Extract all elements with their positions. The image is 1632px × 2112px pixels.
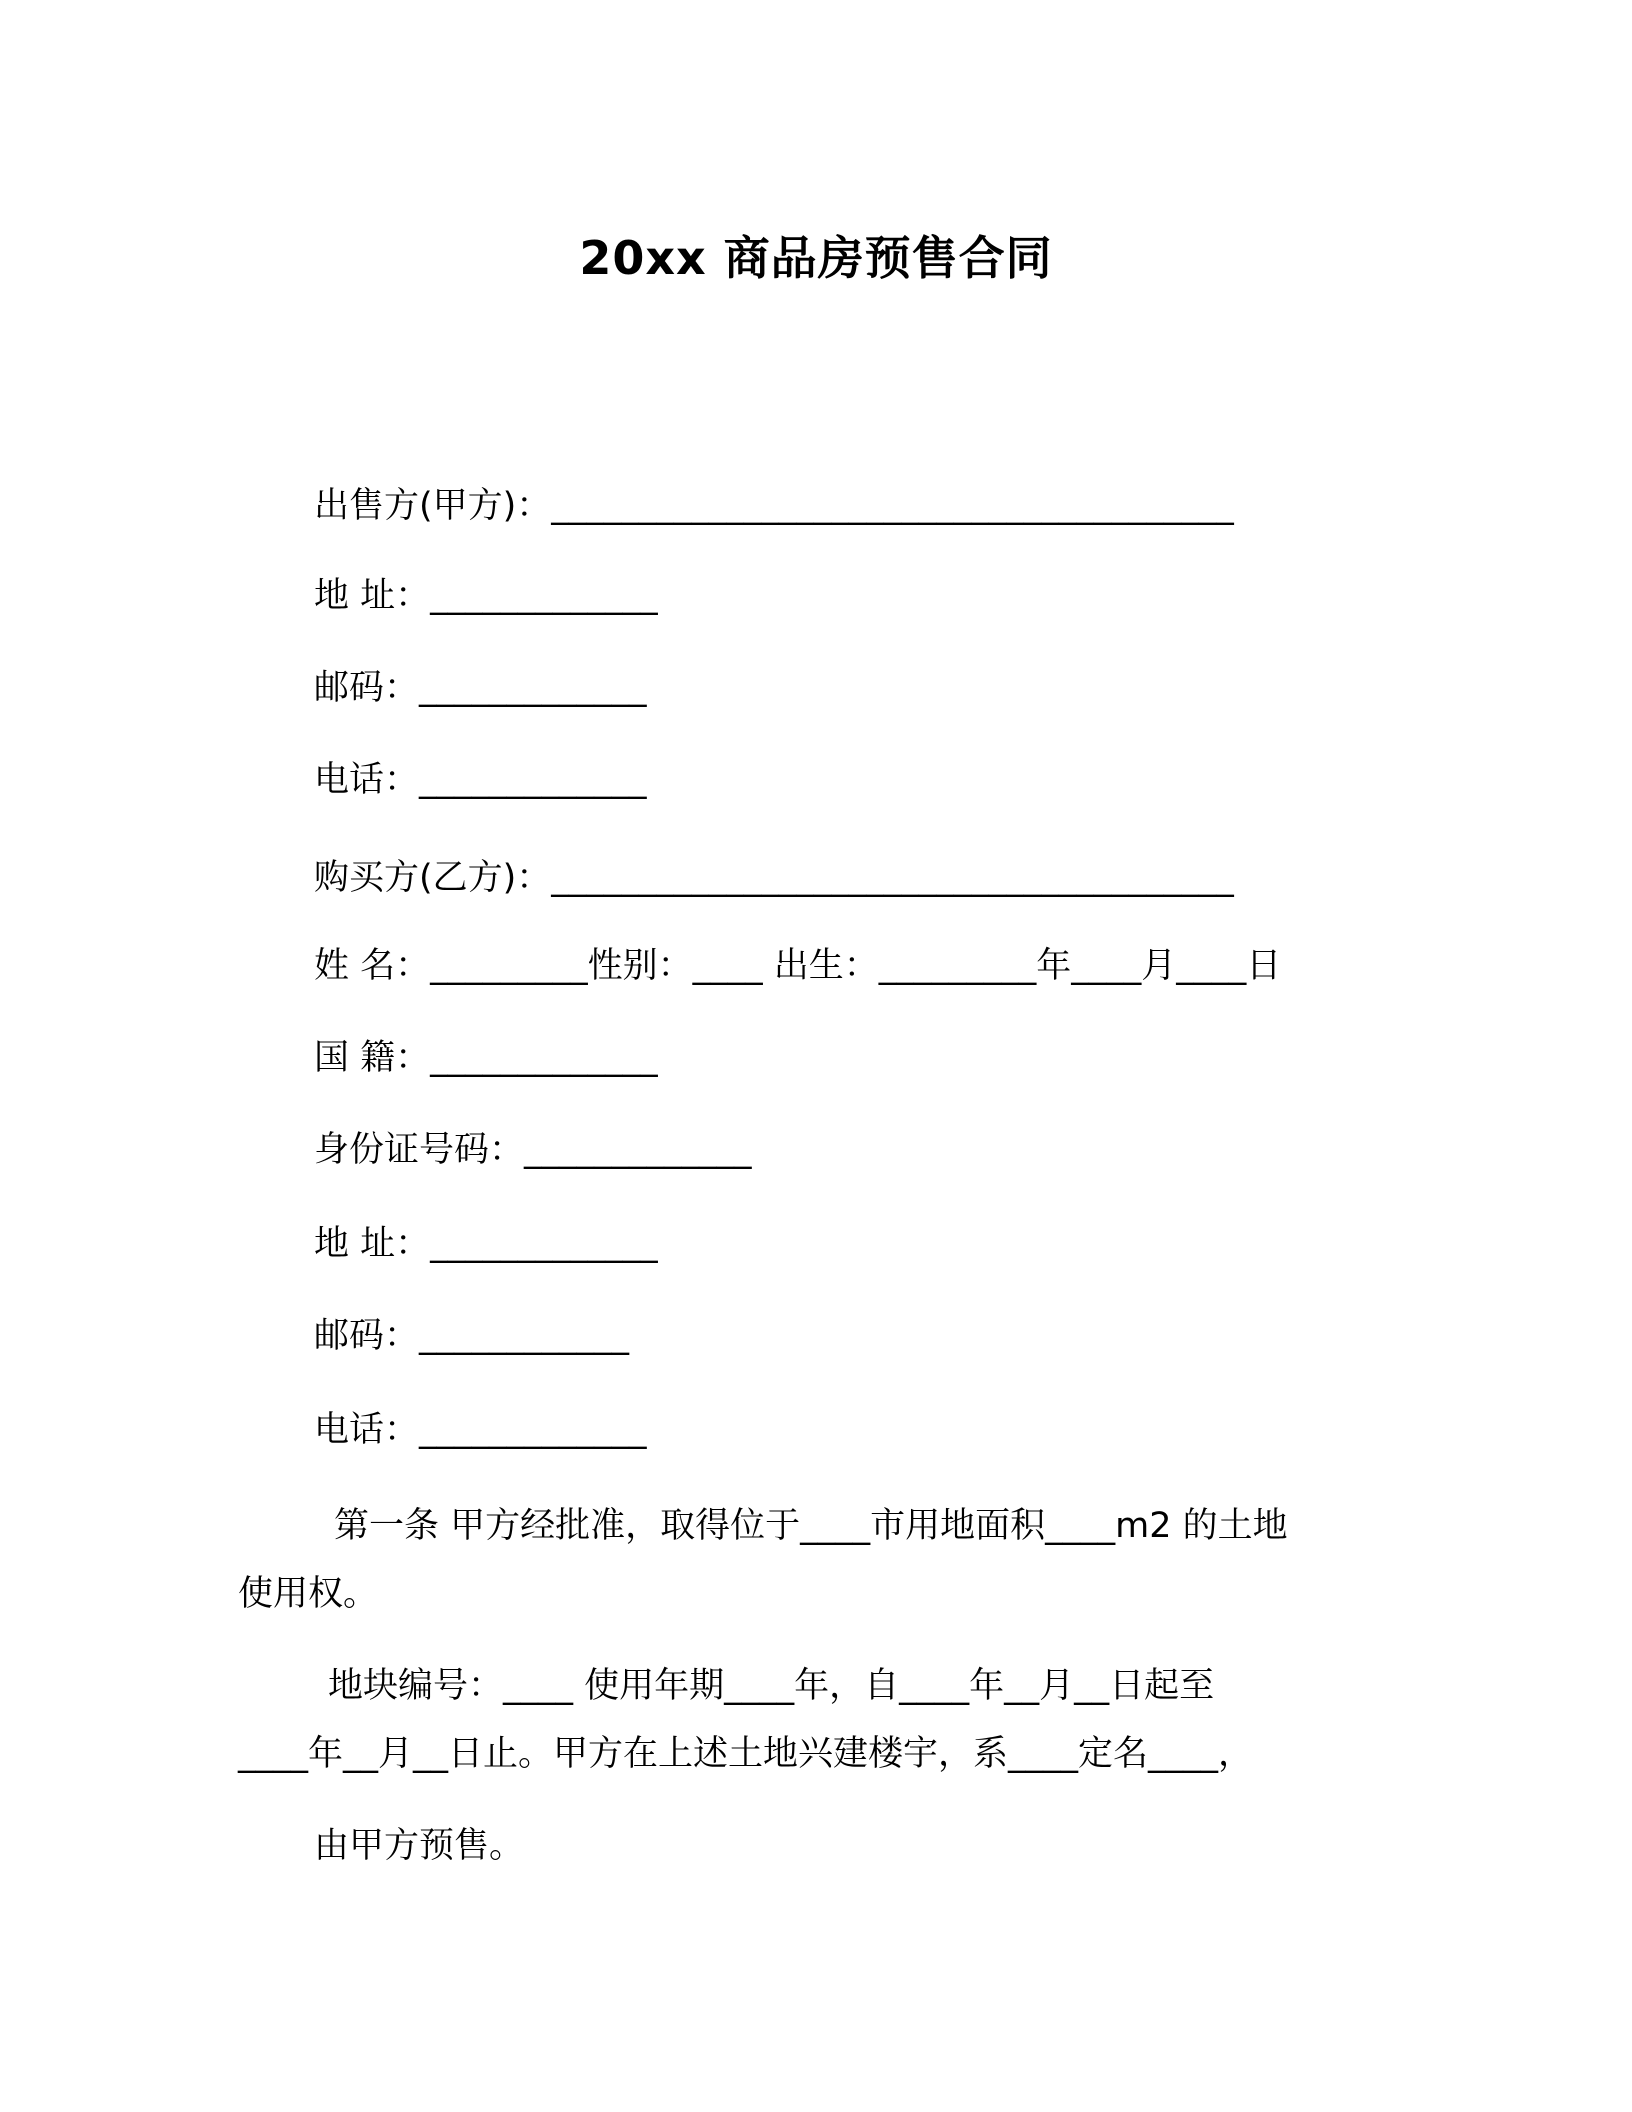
document-title: 20xx 商品房预售合同 [579, 231, 1053, 285]
buyer-name-gender-birth-line: 姓 名：_________性别：____ 出生：_________年____月____日 [314, 946, 1282, 986]
buyer-party-line: 购买方(乙方)：_______________________________________ [314, 858, 1234, 898]
plot-text-line1: 地块编号：____ 使用年期____年，自____年__月__日起至 [328, 1666, 1215, 1706]
seller-party-line: 出售方(甲方)：_______________________________________ [314, 486, 1234, 526]
plot-text-line2: ____年__月__日止。甲方在上述土地兴建楼宇，系____定名____， [238, 1734, 1254, 1774]
article1-text-line1: 第一条 甲方经批准，取得位于____市用地面积____m2 的土地 [334, 1506, 1288, 1546]
buyer-phone-line: 电话：_____________ [314, 1410, 647, 1450]
article1-text-line2: 使用权。 [238, 1574, 379, 1614]
seller-phone-line: 电话：_____________ [314, 760, 647, 800]
seller-postcode-line: 邮码：_____________ [314, 668, 647, 708]
article1-paragraph-line1 [238, 1504, 1288, 1548]
seller-address-line: 地 址：_____________ [314, 576, 658, 616]
buyer-id-number-line: 身份证号码：_____________ [314, 1130, 752, 1170]
buyer-postcode-line: 邮码：____________ [314, 1316, 630, 1356]
plot-paragraph-line1 [238, 1664, 1214, 1708]
buyer-address-line: 地 址：_____________ [314, 1224, 658, 1264]
plot-text-line3: 由甲方预售。 [314, 1826, 525, 1866]
buyer-nationality-line: 国 籍：_____________ [314, 1038, 658, 1078]
